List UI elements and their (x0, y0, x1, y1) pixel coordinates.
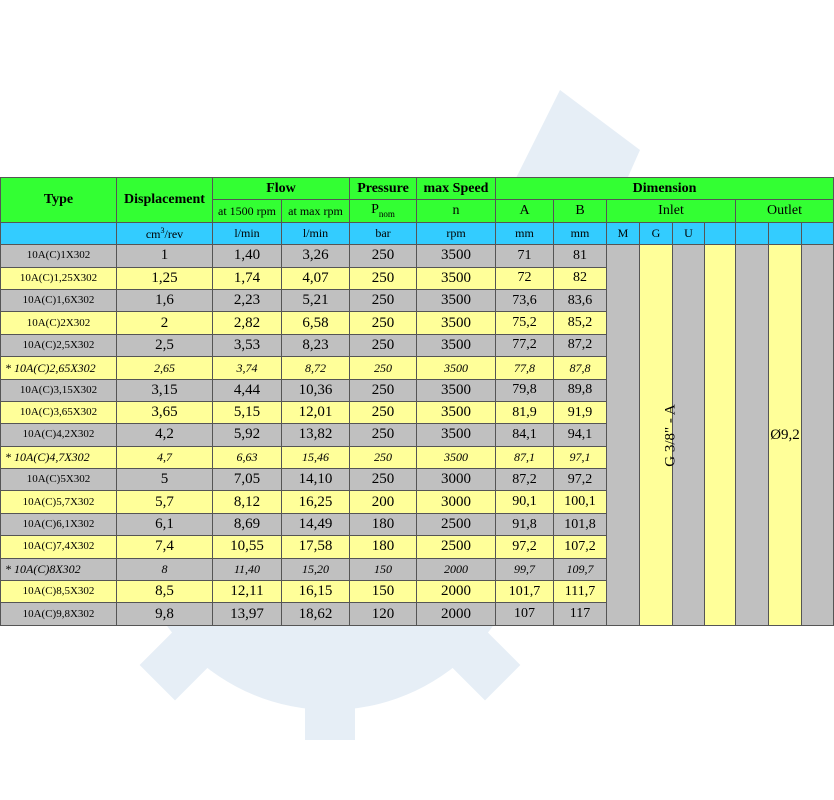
speed-cell: 3500 (417, 424, 496, 446)
flow-max-cell: 12,01 (282, 401, 350, 423)
type-cell: 10A(C)5X302 (1, 469, 117, 491)
displacement-cell: 8 (117, 558, 213, 580)
outlet-col-3 (802, 245, 834, 626)
dim-b-cell: 100,1 (554, 491, 607, 513)
flow-max-cell: 13,82 (282, 424, 350, 446)
displacement-cell: 9,8 (117, 603, 213, 625)
type-cell: 10A(C)2X302 (1, 312, 117, 334)
flow-1500-cell: 12,11 (213, 581, 282, 603)
type-cell: 10A(C)8,5X302 (1, 581, 117, 603)
type-cell: * 10A(C)4,7X302 (1, 446, 117, 468)
speed-cell: 2500 (417, 513, 496, 535)
dim-a-cell: 87,1 (496, 446, 554, 468)
dim-b-cell: 89,8 (554, 379, 607, 401)
pressure-cell: 250 (350, 334, 417, 356)
flow-max-cell: 17,58 (282, 536, 350, 558)
displacement-cell: 2,65 (117, 357, 213, 379)
type-cell: 10A(C)1X302 (1, 245, 117, 267)
pressure-cell: 250 (350, 312, 417, 334)
flow-max-cell: 3,26 (282, 245, 350, 267)
unit-blank-3 (769, 222, 802, 244)
outlet-col-2 (769, 245, 802, 626)
flow-max-cell: 6,58 (282, 312, 350, 334)
outlet-col-1 (736, 245, 769, 626)
type-cell: 10A(C)5,7X302 (1, 491, 117, 513)
flow-1500-cell: 13,97 (213, 603, 282, 625)
dim-a-cell: 90,1 (496, 491, 554, 513)
dim-b-cell: 85,2 (554, 312, 607, 334)
dim-a-cell: 84,1 (496, 424, 554, 446)
dim-b-cell: 101,8 (554, 513, 607, 535)
pressure-cell: 250 (350, 446, 417, 468)
header-inlet: Inlet (607, 200, 736, 222)
type-cell: 10A(C)3,15X302 (1, 379, 117, 401)
pressure-cell: 200 (350, 491, 417, 513)
flow-1500-cell: 2,82 (213, 312, 282, 334)
unit-flow-max: l/min (282, 222, 350, 244)
unit-blank-2 (736, 222, 769, 244)
displacement-cell: 1 (117, 245, 213, 267)
speed-cell: 3000 (417, 469, 496, 491)
speed-cell: 2000 (417, 581, 496, 603)
flow-max-cell: 14,49 (282, 513, 350, 535)
pressure-cell: 250 (350, 289, 417, 311)
displacement-cell: 2,5 (117, 334, 213, 356)
dim-a-cell: 72 (496, 267, 554, 289)
displacement-cell: 3,15 (117, 379, 213, 401)
dim-a-cell: 77,2 (496, 334, 554, 356)
flow-max-cell: 14,10 (282, 469, 350, 491)
header-flow-1500: at 1500 rpm (213, 200, 282, 222)
dim-b-cell: 91,9 (554, 401, 607, 423)
flow-max-cell: 5,21 (282, 289, 350, 311)
unit-u: U (673, 222, 705, 244)
flow-1500-cell: 6,63 (213, 446, 282, 468)
dim-a-cell: 79,8 (496, 379, 554, 401)
displacement-cell: 2 (117, 312, 213, 334)
dim-b-cell: 82 (554, 267, 607, 289)
dim-b-cell: 83,6 (554, 289, 607, 311)
inlet-thread-value: G 3/8" - A (662, 404, 679, 467)
flow-1500-cell: 8,12 (213, 491, 282, 513)
flow-1500-cell: 10,55 (213, 536, 282, 558)
unit-flow-1500: l/min (213, 222, 282, 244)
pressure-cell: 180 (350, 513, 417, 535)
flow-max-cell: 8,72 (282, 357, 350, 379)
speed-cell: 3500 (417, 312, 496, 334)
flow-max-cell: 16,15 (282, 581, 350, 603)
dim-b-cell: 109,7 (554, 558, 607, 580)
speed-cell: 3500 (417, 334, 496, 356)
unit-g: G (640, 222, 673, 244)
speed-cell: 3500 (417, 379, 496, 401)
outlet-diameter-value: Ø9,2 (770, 426, 800, 443)
table-row (1, 245, 834, 267)
flow-1500-cell: 3,53 (213, 334, 282, 356)
speed-cell: 2000 (417, 558, 496, 580)
unit-blank-4 (802, 222, 834, 244)
unit-m: M (607, 222, 640, 244)
flow-1500-cell: 5,92 (213, 424, 282, 446)
type-cell: * 10A(C)8X302 (1, 558, 117, 580)
dim-a-cell: 87,2 (496, 469, 554, 491)
header-pressure: Pressure (350, 178, 417, 200)
unit-displacement: $cm^3$/rev (117, 222, 213, 244)
flow-max-cell: 8,23 (282, 334, 350, 356)
pressure-cell: 120 (350, 603, 417, 625)
type-cell: * 10A(C)2,65X302 (1, 357, 117, 379)
header-flow-max: at max rpm (282, 200, 350, 222)
pressure-cell: 250 (350, 401, 417, 423)
type-cell: 10A(C)2,5X302 (1, 334, 117, 356)
dim-b-cell: 94,1 (554, 424, 607, 446)
header-row-1 (1, 178, 834, 200)
dim-b-cell: 81 (554, 245, 607, 267)
speed-cell: 3500 (417, 289, 496, 311)
header-outlet: Outlet (736, 200, 834, 222)
speed-cell: 2000 (417, 603, 496, 625)
pressure-cell: 250 (350, 357, 417, 379)
speed-cell: 3500 (417, 446, 496, 468)
flow-max-cell: 15,20 (282, 558, 350, 580)
pressure-cell: 250 (350, 245, 417, 267)
pressure-cell: 250 (350, 424, 417, 446)
flow-1500-cell: 1,74 (213, 267, 282, 289)
flow-1500-cell: 8,69 (213, 513, 282, 535)
unit-pressure: bar (350, 222, 417, 244)
type-cell: 10A(C)7,4X302 (1, 536, 117, 558)
speed-cell: 2500 (417, 536, 496, 558)
flow-1500-cell: 7,05 (213, 469, 282, 491)
dim-b-cell: 97,2 (554, 469, 607, 491)
header-flow: Flow (213, 178, 350, 200)
type-cell: 10A(C)9,8X302 (1, 603, 117, 625)
type-cell: 10A(C)1,25X302 (1, 267, 117, 289)
displacement-cell: 1,25 (117, 267, 213, 289)
type-cell: 10A(C)6,1X302 (1, 513, 117, 535)
flow-max-cell: 16,25 (282, 491, 350, 513)
dim-a-cell: 81,9 (496, 401, 554, 423)
dim-a-cell: 73,6 (496, 289, 554, 311)
unit-b: mm (554, 222, 607, 244)
dim-b-cell: 97,1 (554, 446, 607, 468)
dim-b-cell: 117 (554, 603, 607, 625)
dim-b-cell: 87,2 (554, 334, 607, 356)
flow-1500-cell: 11,40 (213, 558, 282, 580)
dim-a-cell: 99,7 (496, 558, 554, 580)
header-type: Type (1, 178, 117, 223)
speed-cell: 3500 (417, 357, 496, 379)
flow-1500-cell: 1,40 (213, 245, 282, 267)
header-speed-symbol: n (417, 200, 496, 222)
displacement-cell: 6,1 (117, 513, 213, 535)
speed-cell: 3500 (417, 401, 496, 423)
dim-a-cell: 91,8 (496, 513, 554, 535)
pressure-cell: 250 (350, 379, 417, 401)
dim-b-cell: 107,2 (554, 536, 607, 558)
flow-1500-cell: 4,44 (213, 379, 282, 401)
unit-a: mm (496, 222, 554, 244)
header-displacement: Displacement (117, 178, 213, 223)
flow-1500-cell: 2,23 (213, 289, 282, 311)
dim-a-cell: 97,2 (496, 536, 554, 558)
flow-max-cell: 15,46 (282, 446, 350, 468)
displacement-cell: 4,2 (117, 424, 213, 446)
flow-1500-cell: 3,74 (213, 357, 282, 379)
dim-a-cell: 77,8 (496, 357, 554, 379)
unit-speed: rpm (417, 222, 496, 244)
displacement-cell: 5,7 (117, 491, 213, 513)
displacement-cell: 5 (117, 469, 213, 491)
inlet-g-col (640, 245, 679, 626)
type-cell: 10A(C)3,65X302 (1, 401, 117, 423)
displacement-cell: 3,65 (117, 401, 213, 423)
pressure-cell: 150 (350, 558, 417, 580)
speed-cell: 3500 (417, 267, 496, 289)
pressure-cell: 180 (350, 536, 417, 558)
pump-spec-table (0, 177, 834, 626)
dim-b-cell: 87,8 (554, 357, 607, 379)
displacement-cell: 7,4 (117, 536, 213, 558)
pressure-cell: 250 (350, 469, 417, 491)
header-max-speed: max Speed (417, 178, 496, 200)
dim-a-cell: 75,2 (496, 312, 554, 334)
type-cell: 10A(C)1,6X302 (1, 289, 117, 311)
gap-col (705, 245, 736, 626)
dim-a-cell: 71 (496, 245, 554, 267)
header-dimension: Dimension (496, 178, 834, 200)
type-cell: 10A(C)4,2X302 (1, 424, 117, 446)
dim-a-cell: 101,7 (496, 581, 554, 603)
speed-cell: 3000 (417, 491, 496, 513)
speed-cell: 3500 (417, 245, 496, 267)
header-dim-b: B (554, 200, 607, 222)
unit-blank-1 (705, 222, 736, 244)
dim-b-cell: 111,7 (554, 581, 607, 603)
inlet-m-col (607, 245, 640, 626)
flow-max-cell: 18,62 (282, 603, 350, 625)
header-dim-a: A (496, 200, 554, 222)
pressure-cell: 150 (350, 581, 417, 603)
flow-1500-cell: 5,15 (213, 401, 282, 423)
units-row (1, 222, 834, 244)
flow-max-cell: 4,07 (282, 267, 350, 289)
flow-max-cell: 10,36 (282, 379, 350, 401)
displacement-cell: 4,7 (117, 446, 213, 468)
pressure-cell: 250 (350, 267, 417, 289)
unit-type-empty (1, 222, 117, 244)
header-pressure-symbol: $P_{nom}$ (350, 200, 417, 222)
dim-a-cell: 107 (496, 603, 554, 625)
displacement-cell: 8,5 (117, 581, 213, 603)
displacement-cell: 1,6 (117, 289, 213, 311)
